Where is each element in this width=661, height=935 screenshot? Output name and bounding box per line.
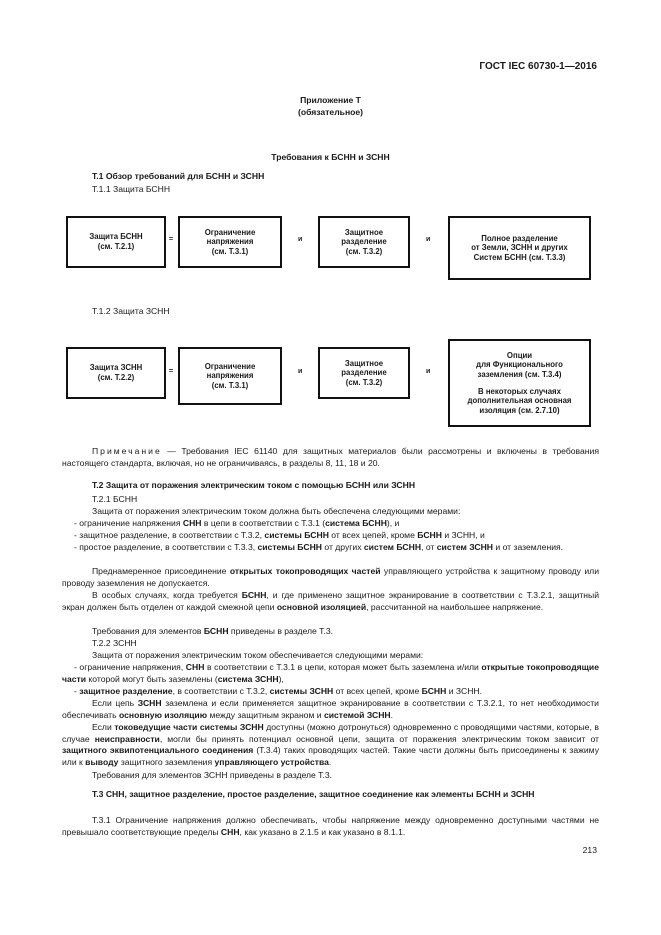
- paragraph: Если цепь ЗСНН заземлена и если применяется защитное экранирование в соответствии с Т.3.2.1, то нет необходимости обеспечивать основную изоляцию между защитным экраном и системой ЗСНН.: [62, 698, 599, 720]
- t1-heading: Т.1 Обзор требований для БСНН и ЗСНН: [92, 171, 265, 181]
- t21-subheading: Т.2.1 БСНН: [92, 494, 138, 504]
- paragraph: Требования для элементов БСНН приведены в разделе Т.3.: [92, 626, 334, 636]
- list-item: - ограничение напряжения СНН в цепи в соответствии с Т.3.1 (система БСНН), и: [74, 518, 400, 528]
- list-item: - простое разделение, в соответствии с Т.3.3, системы БСНН от других систем БСНН, от систем ЗСНН и от заземления.: [74, 542, 564, 552]
- annex-title: Приложение Т: [300, 95, 361, 105]
- connector-and: и: [426, 368, 431, 375]
- t3-heading: Т.3 СНН, защитное разделение, простое разделение, защитное соединение как элементы БСНН и ЗСНН: [92, 789, 535, 799]
- note-paragraph: Примечание — Требования IEC 61140 для защитных материалов были рассмотрены и включены в требования настоящего стандарта, включая, но не ограничиваясь, в разделы 8, 11, 18 и 20.: [62, 446, 599, 468]
- box-bsnn-protection: Защита БСНН (см. Т.2.1): [66, 216, 166, 268]
- t11-subheading: Т.1.1 Защита БСНН: [92, 184, 171, 194]
- paragraph: Если токоведущие части системы ЗСНН доступны (можно дотронуться) одновременно с проводящими частями, которые, в случае неисправности, могли бы принять потенциал основной цепи, защита от поражения электрическим током зависит от защитного эквипотенциального соединения (Т.3.4) таких проводящих частей. Такие части должны быть присоединены к зажиму или к выводу защитного заземления управляющего устройства.: [62, 722, 599, 767]
- t22-subheading: Т.2.2 ЗСНН: [92, 638, 137, 648]
- standard-number: ГОСТ IEC 60730-1—2016: [479, 61, 597, 72]
- box-full-separation: Полное разделение от Земли, ЗСНН и других Систем БСНН (см. Т.3.3): [448, 216, 591, 280]
- paragraph: Требования для элементов ЗСНН приведены в разделе Т.3.: [92, 770, 333, 780]
- connector-and: и: [298, 236, 303, 243]
- t2-heading: Т.2 Защита от поражения электрическим током с помощью БСНН или ЗСНН: [92, 480, 416, 490]
- box-voltage-limit: Ограничение напряжения (см. Т.3.1): [178, 216, 282, 268]
- connector-equals: =: [169, 368, 174, 375]
- list-item: - защитное разделение, в соответствии с Т.3.2, системы ЗСНН от всех цепей, кроме БСНН и ЗСНН.: [74, 686, 482, 696]
- connector-and: и: [426, 236, 431, 243]
- note-label: Примечание: [92, 446, 162, 456]
- box-functional-earthing-options: Опции для Функционального заземления (см. Т.3.4) В некоторых случаях дополнительная основная изоляция (см. 2.7.10): [448, 339, 591, 427]
- annex-status: (обязательное): [297, 106, 364, 117]
- t12-subheading: Т.1.2 Защита ЗСНН: [92, 306, 170, 316]
- paragraph: Защита от поражения электрическим током должна быть обеспечена следующими мерами:: [92, 506, 461, 516]
- page-number: 213: [582, 845, 597, 855]
- paragraph: Преднамеренное присоединение открытых токопроводящих частей управляющего устройства к защитному проводу или проводу заземления не допускается.: [62, 566, 599, 588]
- connector-equals: =: [169, 236, 174, 243]
- box-protective-separation: Защитное разделение (см. Т.3.2): [318, 216, 410, 268]
- box-zsnn-protection: Защита ЗСНН (см. Т.2.2): [66, 347, 166, 399]
- box-protective-separation: Защитное разделение (см. Т.3.2): [318, 347, 410, 399]
- paragraph: Т.3.1 Ограничение напряжения должно обеспечивать, чтобы напряжение между одновременно доступными частями не превышало соответствующие пределы СНН, как указано в 2.1.5 и как указано в 8.1.1.: [62, 815, 599, 837]
- list-item: - защитное разделение, в соответствии с Т.3.2, системы БСНН от всех цепей, кроме БСНН и ЗСНН, и: [74, 530, 485, 540]
- paragraph: Защита от поражения электрическим током обеспечивается следующими мерами:: [92, 650, 424, 660]
- annex-heading: [0, 95, 661, 118]
- section-title: Требования к БСНН и ЗСНН: [271, 152, 390, 162]
- list-item: - ограничение напряжения, СНН в соответствии с Т.3.1 в цепи, которая может быть заземлена и/или открытые токопроводящие части которой могут быть заземлены (система ЗСНН),: [62, 662, 599, 684]
- paragraph: В особых случаях, когда требуется БСНН, и где применено защитное экранирование в соответствии с Т.3.2.1, защитный экран должен быть отделен от каждой смежной цепи основной изоляцией, рассчитанной на наибольшее напряжение.: [62, 590, 599, 612]
- box-voltage-limit: Ограничение напряжения (см. Т.3.1): [178, 347, 282, 405]
- connector-and: и: [298, 368, 303, 375]
